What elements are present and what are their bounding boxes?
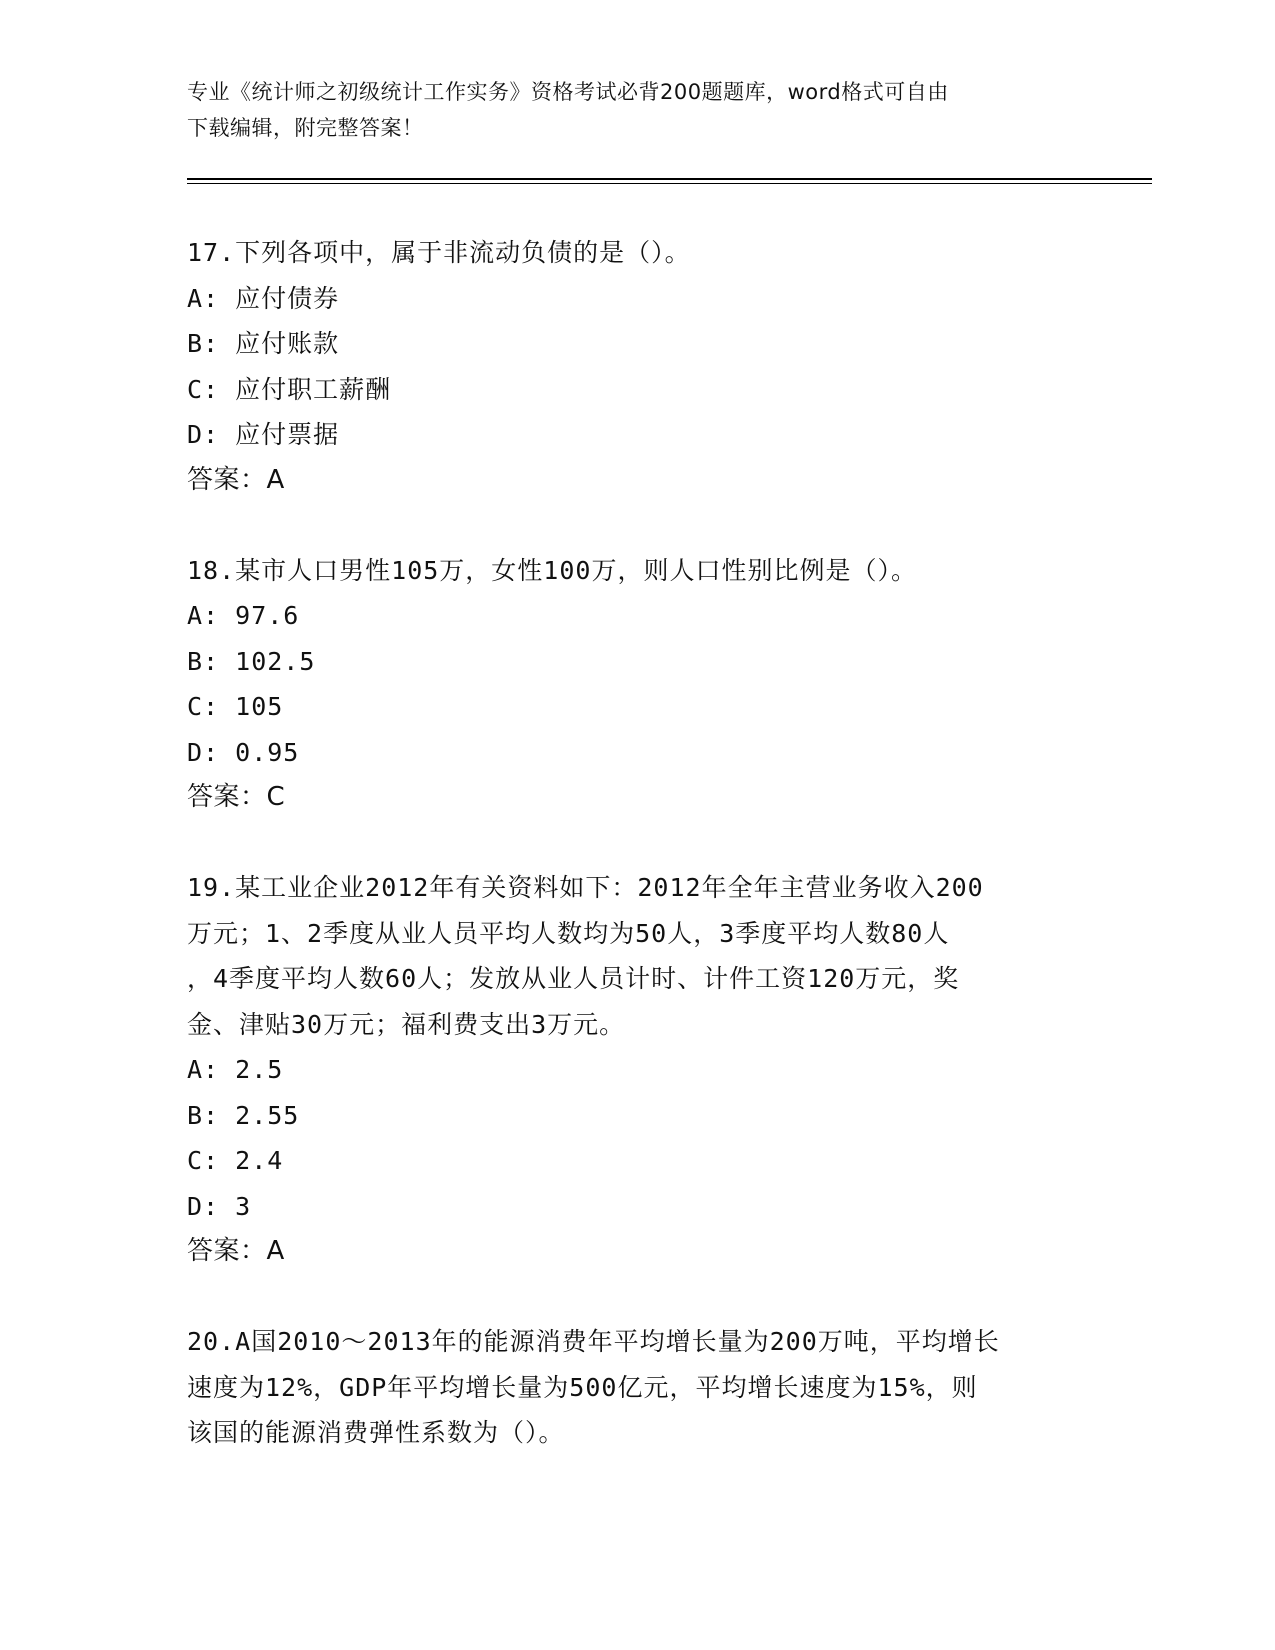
option-a: A: 97.6 bbox=[187, 601, 300, 630]
option-c: C: 2.4 bbox=[187, 1146, 284, 1175]
option-a: A: 应付债券 bbox=[187, 283, 340, 313]
option-b: B: 2.55 bbox=[187, 1100, 300, 1130]
header-divider-thick bbox=[187, 178, 1152, 180]
question-stem-line-1: 19.某工业企业2012年有关资料如下：2012年全年主营业务收入200 bbox=[187, 873, 984, 902]
option-a: A: 2.5 bbox=[187, 1055, 284, 1084]
question-stem-line-4: 金、津贴30万元；福利费支出3万元。 bbox=[187, 1009, 626, 1039]
document-header bbox=[187, 74, 1067, 146]
question-stem-line-2: 万元；1、2季度从业人员平均人数均为50人，3季度平均人数80人 bbox=[187, 918, 950, 948]
header-line-1: 专业《统计师之初级统计工作实务》资格考试必背200题题库，word格式可自由 bbox=[187, 80, 949, 104]
question-17 bbox=[187, 230, 1087, 503]
question-stem-line-2: 速度为12%，GDP年平均增长量为500亿元，平均增长速度为15%，则 bbox=[187, 1372, 978, 1402]
question-stem: 18.某市人口男性105万，女性100万，则人口性别比例是（）。 bbox=[187, 555, 917, 585]
option-d: D: 0.95 bbox=[187, 737, 300, 767]
answer-label: 答案：A bbox=[187, 1236, 285, 1266]
question-stem-line-3: ，4季度平均人数60人；发放从业人员计时、计件工资120万元，奖 bbox=[187, 964, 960, 993]
question-19 bbox=[187, 865, 1087, 1274]
question-stem: 17.下列各项中，属于非流动负债的是（）。 bbox=[187, 238, 691, 267]
question-18 bbox=[187, 548, 1087, 821]
answer-label: 答案：C bbox=[187, 782, 286, 812]
option-c: C: 应付职工薪酬 bbox=[187, 374, 392, 404]
option-b: B: 应付账款 bbox=[187, 329, 340, 358]
question-stem-line-3: 该国的能源消费弹性系数为（）。 bbox=[187, 1418, 565, 1447]
question-20 bbox=[187, 1319, 1087, 1456]
answer-label: 答案：A bbox=[187, 464, 285, 495]
option-c: C: 105 bbox=[187, 692, 284, 721]
header-line-2: 下载编辑，附完整答案！ bbox=[187, 116, 424, 140]
option-b: B: 102.5 bbox=[187, 646, 316, 676]
option-d: D: 3 bbox=[187, 1191, 252, 1221]
header-divider-thin bbox=[187, 183, 1152, 184]
question-list bbox=[187, 230, 1087, 1501]
question-stem-line-1: 20.A国2010～2013年的能源消费年平均增长量为200万吨，平均增长 bbox=[187, 1327, 1000, 1356]
option-d: D: 应付票据 bbox=[187, 420, 340, 449]
